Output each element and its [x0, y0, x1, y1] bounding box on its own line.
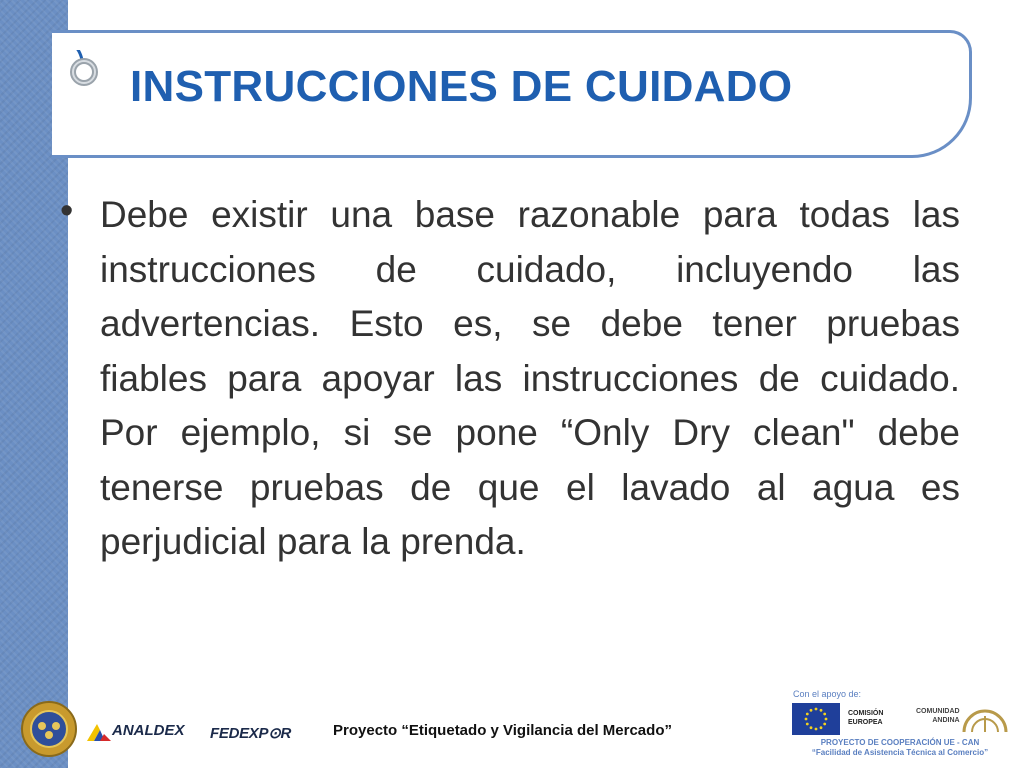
fedexpor-logo: FEDEXP⊙R [210, 725, 292, 742]
comunidad-andina-arch-icon [960, 704, 1010, 734]
slide-title: INSTRUCCIONES DE CUIDADO [130, 62, 793, 111]
ring-hook-icon [62, 50, 98, 86]
can-name-line2: ANDINA [932, 717, 960, 724]
can-name-line1: COMUNIDAD [916, 708, 960, 715]
analdex-logo [86, 720, 198, 744]
bullet-marker: • [60, 190, 74, 232]
eu-commission-label: COMISIÓN EUROPEA [848, 710, 884, 726]
eu-flag-icon [792, 703, 840, 735]
can-logo-text [916, 707, 960, 725]
cooperation-project-line2: “Facilidad de Asistencia Técnica al Comercio” [811, 748, 989, 757]
footer-project-title: Proyecto “Etiquetado y Vigilancia del Mercado” [333, 722, 672, 739]
bullet-text: Debe existir una base razonable para todas las instrucciones de cuidado, incluyendo las advertencias. Esto es, se debe tener pruebas fiables para apoyar las instrucciones de cuidado. Por ejemplo, si se pone “Only Dry clean" debe tenerse pruebas de que el lavado al agua es perjudicial para la prenda. [100, 194, 960, 562]
support-label: Con el apoyo de: [793, 689, 862, 699]
cooperation-project-caption [792, 738, 1008, 758]
camara-de-comercio-seal-icon [20, 700, 78, 758]
analdex-wordmark: ANALDEX [112, 722, 185, 739]
cooperation-project-line1: PROYECTO DE COOPERACIÓN UE - CAN [820, 738, 980, 747]
analdex-mark-icon [86, 722, 112, 742]
